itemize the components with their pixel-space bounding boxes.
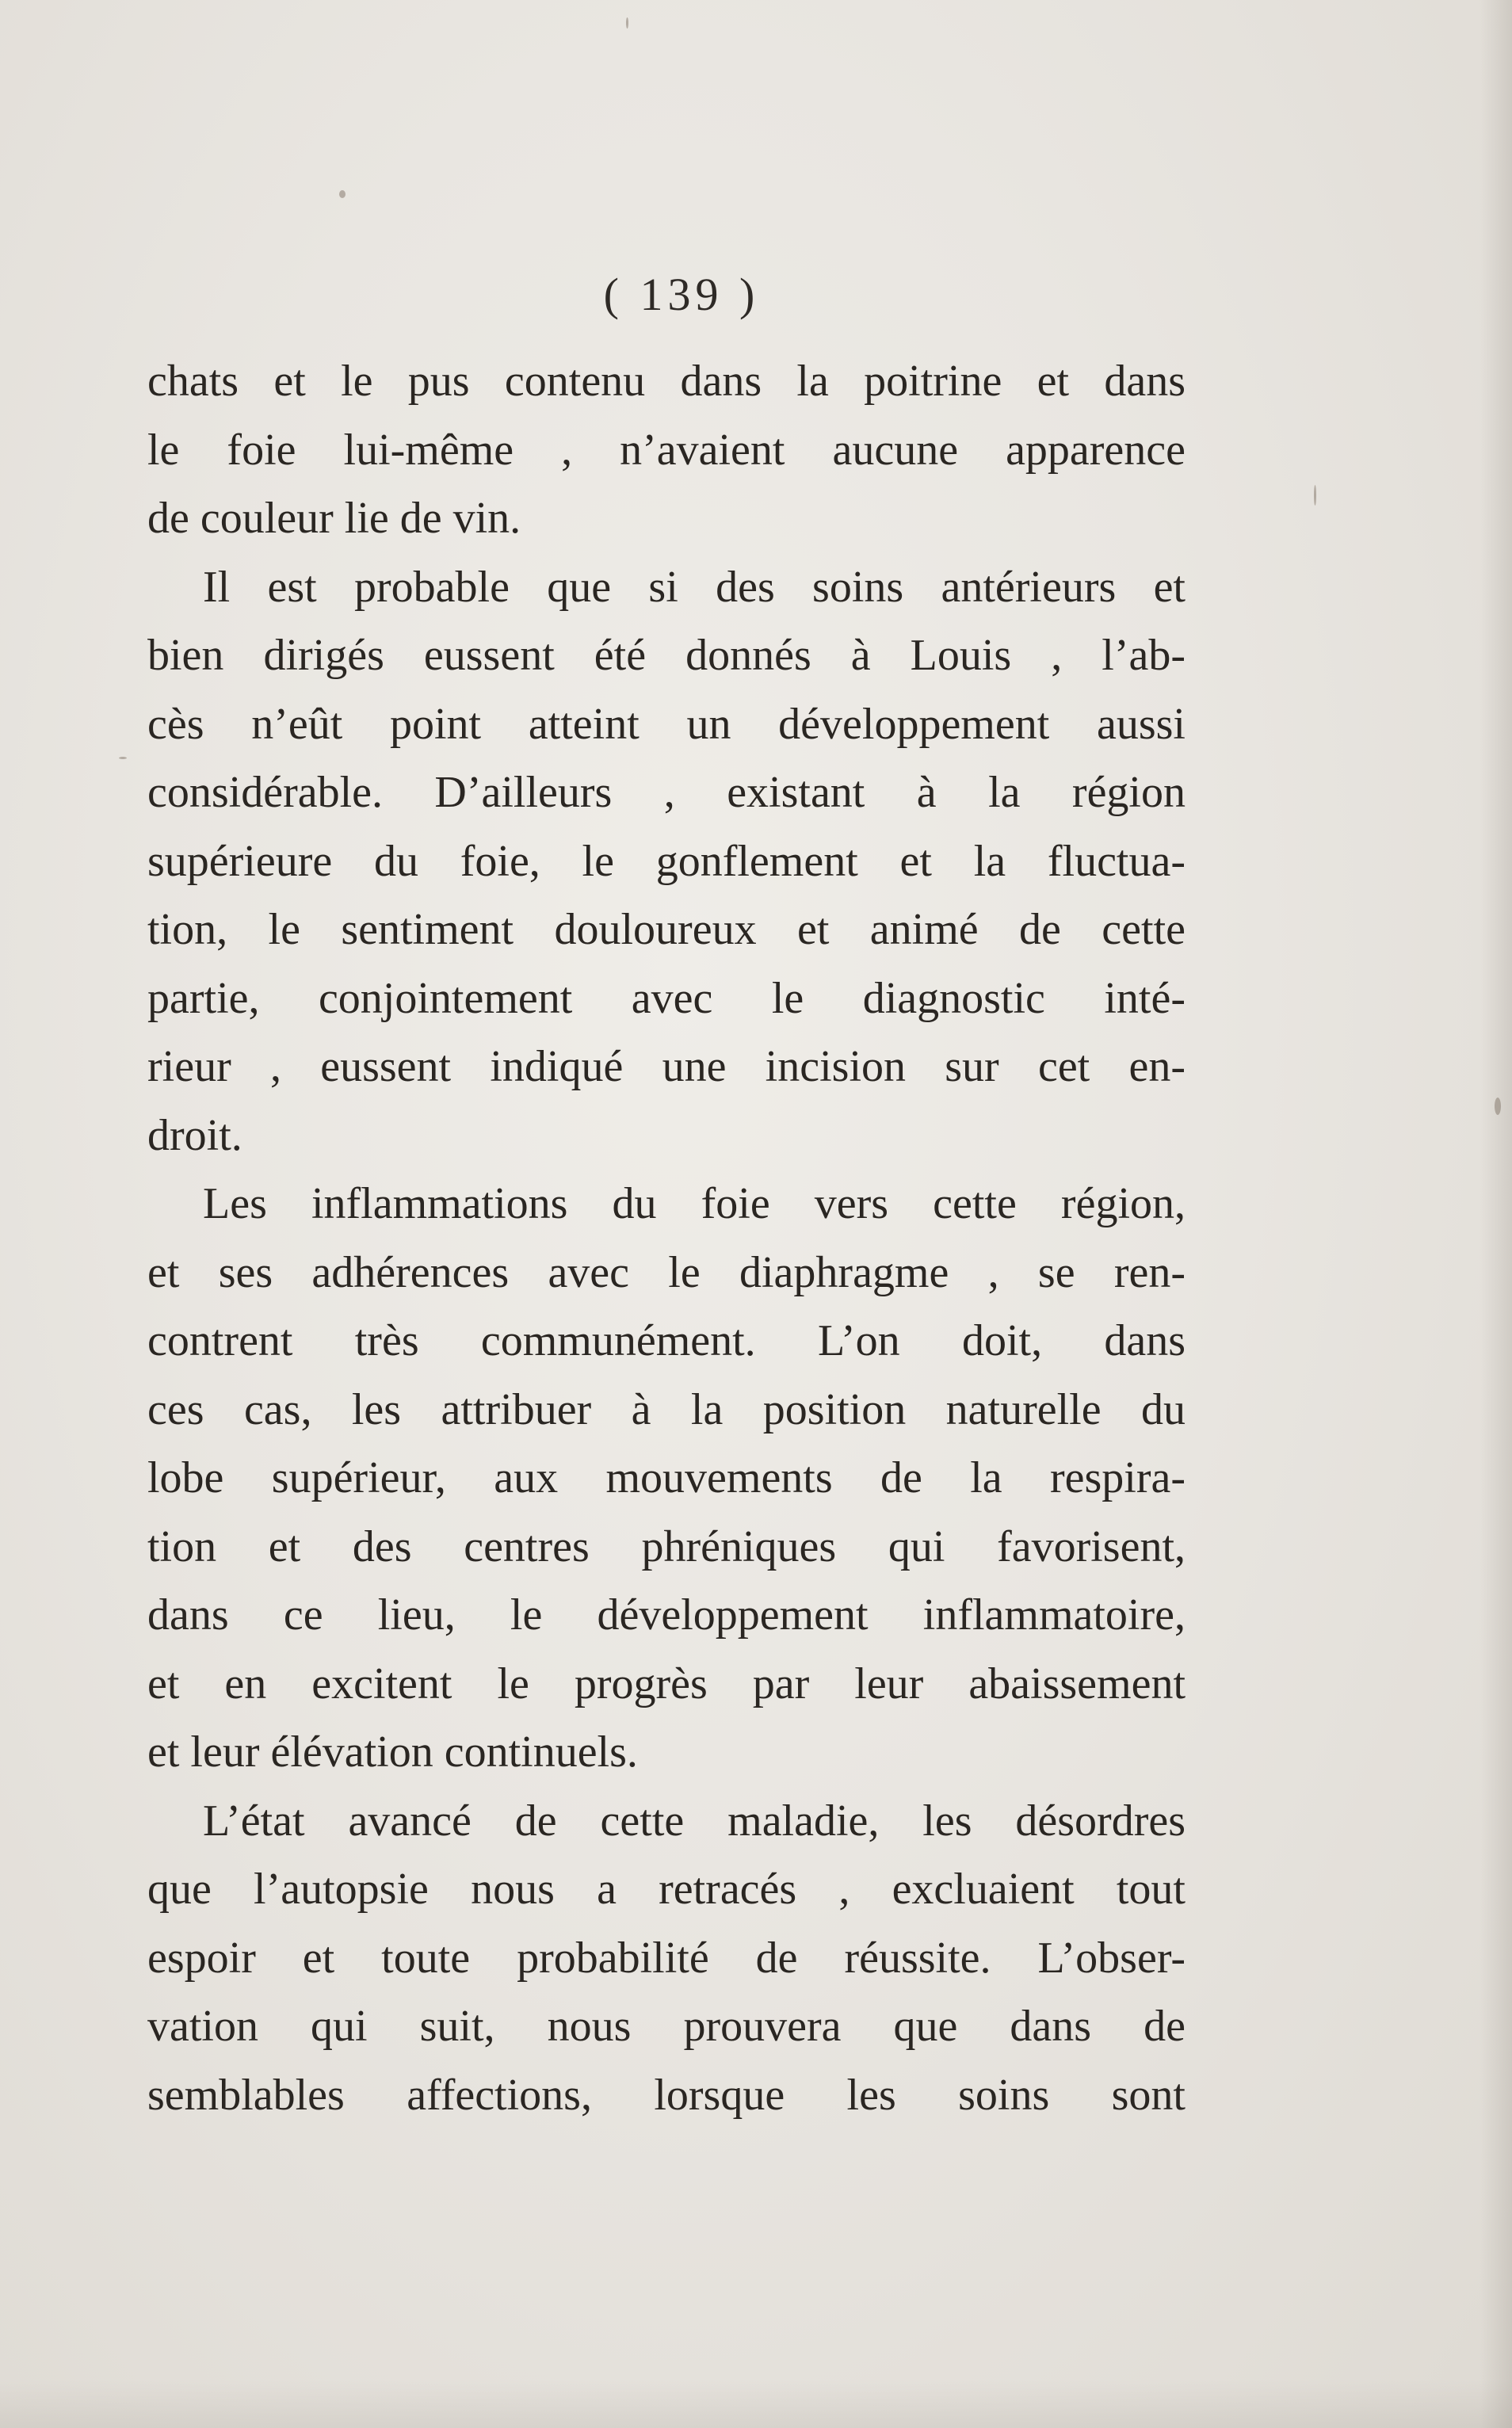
text-line: contrent très communément. L’on doit, dans <box>147 1316 1186 1365</box>
text-line: que l’autopsie nous a retracés , excluaient tout <box>147 1865 1186 1914</box>
text-line: dans ce lieu, le développement inflammatoire, <box>147 1590 1186 1640</box>
text-line: cès n’eût point atteint un développement aussi <box>147 699 1186 749</box>
text-line: considérable. D’ailleurs , existant à la région <box>147 768 1186 817</box>
text-line: et leur élévation continuels. <box>147 1727 638 1777</box>
text-line: ces cas, les attribuer à la position naturelle du <box>147 1384 1186 1434</box>
text-line: lobe supérieur, aux mouvements de la respira- <box>147 1453 1186 1502</box>
text-line: espoir et toute probabilité de réussite. L’obser- <box>147 1933 1186 1983</box>
text-line: semblables affections, lorsque les soins sont <box>147 2070 1186 2120</box>
text-line: et ses adhérences avec le diaphragme , se ren- <box>147 1247 1186 1297</box>
text-line: Les inflammations du foie vers cette région, <box>203 1179 1186 1228</box>
text-line: L’état avancé de cette maladie, les désordres <box>203 1796 1186 1846</box>
page-bottom-shadow <box>0 2380 1512 2428</box>
text-line: bien dirigés eussent été donnés à Louis , l’ab- <box>147 631 1186 680</box>
text-line: tion, le sentiment douloureux et animé de cette <box>147 905 1186 954</box>
paper-speck <box>1495 1098 1501 1115</box>
text-line: et en excitent le progrès par leur abaissement <box>147 1659 1186 1708</box>
paper-speck <box>339 190 346 198</box>
page-edge-shadow <box>1480 0 1512 2428</box>
paper-speck <box>626 17 628 29</box>
text-line: supérieure du foie, le gonflement et la fluctua- <box>147 836 1186 886</box>
text-line: le foie lui-même , n’avaient aucune apparence <box>147 425 1186 475</box>
text-line: droit. <box>147 1110 242 1160</box>
text-line: de couleur lie de vin. <box>147 494 521 543</box>
text-line: vation qui suit, nous prouvera que dans de <box>147 2002 1186 2051</box>
text-line: tion et des centres phréniques qui favorisent, <box>147 1521 1186 1571</box>
text-line: rieur , eussent indiqué une incision sur cet en- <box>147 1042 1186 1091</box>
text-line: partie, conjointement avec le diagnostic inté- <box>147 973 1186 1023</box>
text-line: Il est probable que si des soins antérieurs et <box>203 562 1186 612</box>
body-text <box>147 347 1186 2129</box>
paper-speck <box>119 757 127 759</box>
text-line: chats et le pus contenu dans la poitrine et dans <box>147 357 1186 406</box>
page-number: ( 139 ) <box>603 269 760 320</box>
paper-speck <box>1314 485 1316 506</box>
